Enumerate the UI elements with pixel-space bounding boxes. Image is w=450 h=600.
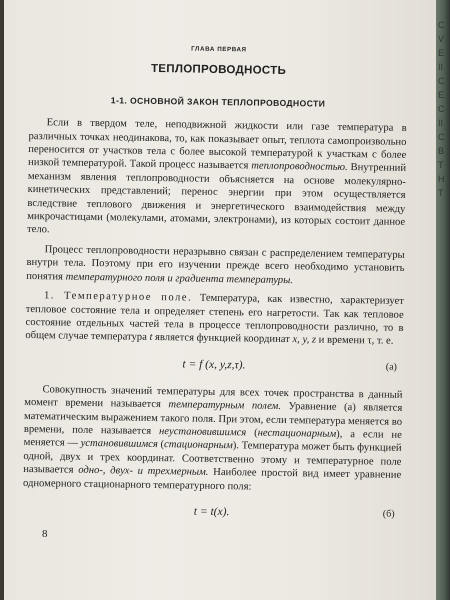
text-run: Наиболее простой вид имеет уравнение одномерного стационарного температурного поля: [22, 467, 402, 493]
formula-b-label: (б) [382, 508, 395, 520]
var-xyz: x, y, z [292, 334, 317, 346]
formula-a-text: t = f (x, y,z,τ). [182, 358, 246, 372]
term-steady: установившимся [80, 438, 158, 451]
term-dimensions: одно-, двух- и трехмерным. [78, 464, 209, 479]
next-page-edge-text: C V E II C E C II C B T H T [438, 20, 445, 198]
formula-a-label: (а) [385, 361, 397, 373]
term-temperature-field: температурным полем. [168, 399, 282, 413]
formula-a [25, 353, 403, 377]
text-run: Температура, как известно, характеризует тепловое состояние тела и определяет степень его нагретости. Так как тепловое состояние отдельных частей тела в процессе теплопроводности различно, то в общем случае температура [25, 292, 405, 344]
text-run: и времени τ, т. е. [315, 334, 394, 348]
term-nonstationary: нестационарным [257, 427, 337, 440]
text-run: ( [157, 439, 165, 451]
text-run: Внутренний механизм явления теплопроводности объясняется на основе молекулярно-кинетических представлений; перенос энергии при этом осуществляется вследствие теплового движения и энергетического взаимодействия между микрочастицами (молекулами, атомами, электронами), из которых состоит данное тело. [26, 162, 407, 236]
term-thermal-conductivity: теплопроводностью. [251, 160, 348, 174]
paragraph-intro [27, 116, 407, 243]
text-run: ( [246, 427, 258, 439]
subsection-heading: 1. Температурное поле. [43, 290, 193, 304]
text-run: Уравнение (а) является математическим выражением такого поля. При этом, если температура меняется во времени, поле называется [23, 401, 403, 438]
var-t: t [149, 332, 153, 344]
text-run: является функцией координат [152, 332, 293, 346]
text-run: Совокупность значений температуры для всех точек пространства в данный момент времени называется [24, 383, 403, 411]
page-content [22, 40, 408, 536]
text-run: Процесс теплопроводности неразрывно связан с распределением температуры внутри тела. Поэтому при его изучении прежде всего необходимо установить понятия [26, 244, 405, 283]
paragraph-field-intro [26, 243, 405, 289]
chapter-title: ТЕПЛОПРОВОДНОСТЬ [150, 63, 287, 78]
formula-b [22, 500, 400, 524]
text-run: ). Температура может быть функцией одной, двух и трех координат. Соответственно этому и температурное поле называется [23, 440, 402, 476]
chapter-label: ГЛАВА ПЕРВАЯ [191, 45, 247, 54]
term-stationary: стационарным [163, 439, 233, 452]
paragraph-field-types [23, 383, 403, 496]
page-number: 8 [42, 528, 48, 540]
term-field-gradient: температурного поля и градиента температуры. [65, 271, 294, 286]
text-run: Если в твердом теле, неподвижной жидкости или газе температура в различных точках неодинакова, то, как показывает опыт, теплота самопроизвольно переносится от участков тела с более высокой температурой к участкам с более низкой температурой. Такой процесс называется [27, 117, 407, 172]
formula-b-text: t = t(x). [193, 505, 230, 519]
text-run: ), а если не меняется — [23, 428, 402, 450]
paragraph-temperature-field [25, 289, 404, 349]
section-title: 1-1. ОСНОВНОЙ ЗАКОН ТЕПЛОПРОВОДНОСТИ [110, 95, 326, 109]
term-unsteady: неустановившимся [158, 426, 247, 439]
